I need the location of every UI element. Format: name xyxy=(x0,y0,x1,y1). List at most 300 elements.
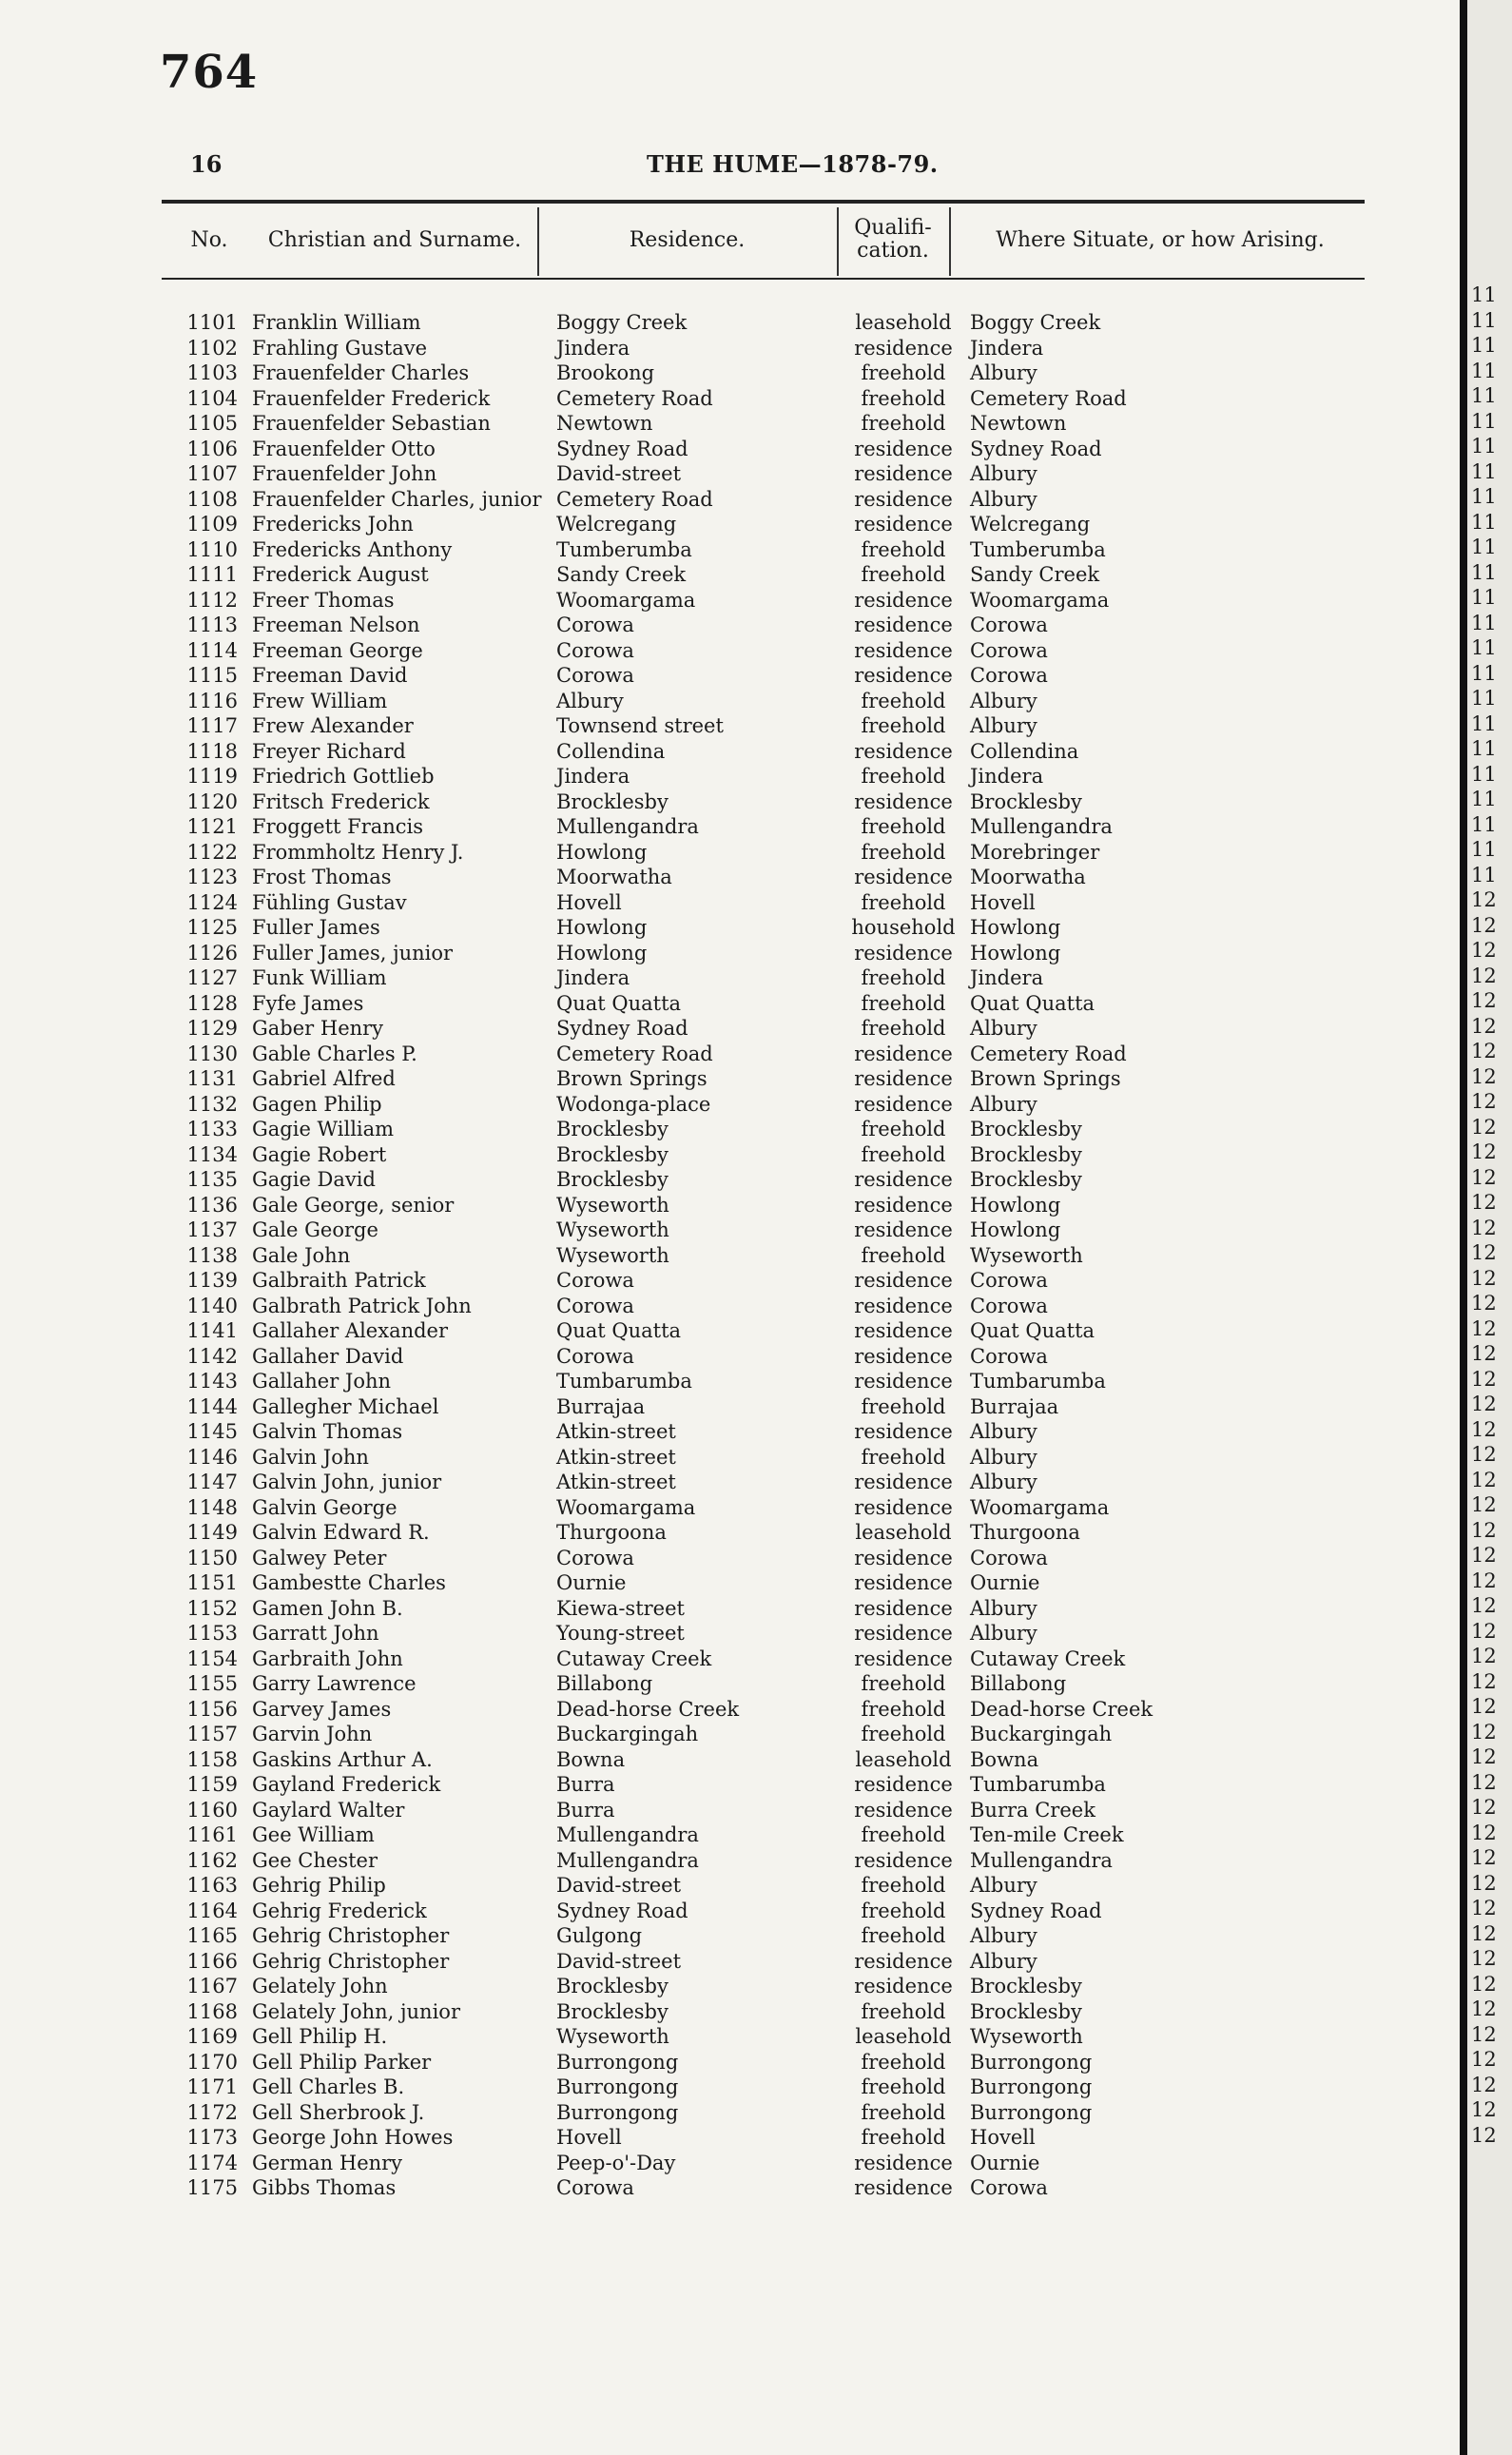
entry-residence: Howlong xyxy=(556,840,648,864)
adjacent-entry-number: 12 xyxy=(1471,1443,1497,1466)
adjacent-entry-number: 12 xyxy=(1471,1266,1497,1290)
entry-qualification: freehold xyxy=(861,991,946,1015)
table-row xyxy=(0,537,1426,562)
entry-qualification: freehold xyxy=(861,840,946,864)
adjacent-entry-number: 12 xyxy=(1471,2123,1497,2147)
entry-number: 1174 xyxy=(186,2151,238,2174)
entry-number: 1144 xyxy=(186,1394,238,1418)
entry-where: Hovell xyxy=(970,2126,1036,2149)
entry-residence: Atkin-street xyxy=(556,1445,676,1469)
entry-qualification: freehold xyxy=(861,1672,946,1695)
entry-name: Gehrig Frederick xyxy=(252,1899,427,1922)
adjacent-entry-number: 11 xyxy=(1471,536,1497,558)
adjacent-entry-number: 12 xyxy=(1471,1064,1497,1088)
entry-name: George John Howes xyxy=(252,2126,454,2149)
entry-where: Corowa xyxy=(970,1344,1048,1368)
table-row xyxy=(0,638,1426,663)
table-row xyxy=(0,1798,1426,1822)
entry-qualification: freehold xyxy=(861,1999,946,2023)
entry-name: Fuller James xyxy=(252,916,380,939)
entry-number: 1136 xyxy=(186,1193,238,1217)
table-row xyxy=(0,2075,1426,2099)
adjacent-entry-number: 11 xyxy=(1471,334,1497,357)
entry-qualification: leasehold xyxy=(855,1521,952,1544)
entry-qualification: residence xyxy=(854,1067,953,1090)
entry-number: 1121 xyxy=(186,815,238,838)
entry-number: 1129 xyxy=(186,1017,238,1040)
table-row xyxy=(0,789,1426,814)
entry-qualification: freehold xyxy=(861,714,946,737)
entry-number: 1124 xyxy=(186,890,238,914)
entry-residence: Corowa xyxy=(556,1294,634,1317)
entry-name: Frommholtz Henry J. xyxy=(252,840,464,864)
table-row xyxy=(0,1822,1426,1847)
entry-name: Gagie David xyxy=(252,1168,376,1191)
table-row xyxy=(0,865,1426,889)
adjacent-entry-number: 12 xyxy=(1471,1468,1497,1491)
entry-where: Corowa xyxy=(970,664,1048,687)
adjacent-entry-number: 12 xyxy=(1471,1140,1497,1163)
entry-residence: Burrongong xyxy=(556,2100,679,2124)
entry-number: 1130 xyxy=(186,1042,238,1065)
entry-residence: Cutaway Creek xyxy=(556,1646,712,1670)
adjacent-entry-number: 11 xyxy=(1471,308,1497,332)
entry-name: Gallegher Michael xyxy=(252,1394,439,1418)
entry-number: 1131 xyxy=(186,1067,238,1090)
table-row xyxy=(0,1294,1426,1318)
entry-qualification: residence xyxy=(854,1269,953,1292)
entry-qualification: residence xyxy=(854,2151,953,2174)
column-divider xyxy=(949,207,951,276)
column-divider xyxy=(537,207,539,276)
adjacent-entry-number: 12 xyxy=(1471,1645,1497,1667)
adjacent-entry-number: 11 xyxy=(1471,863,1497,887)
entry-qualification: freehold xyxy=(861,890,946,914)
entry-residence: Peep-o'-Day xyxy=(556,2151,676,2174)
entry-where: Hovell xyxy=(970,890,1036,914)
entry-name: Galvin George xyxy=(252,1495,397,1519)
adjacent-entry-number: 12 xyxy=(1471,1241,1497,1264)
entry-residence: Cemetery Road xyxy=(556,1042,713,1065)
table-row xyxy=(0,1974,1426,1998)
adjacent-entry-number: 12 xyxy=(1471,2098,1497,2121)
entry-residence: Mullengandra xyxy=(556,1823,699,1846)
entry-number: 1107 xyxy=(186,462,238,485)
entry-where: Burrongong xyxy=(970,2050,1093,2074)
adjacent-entry-number: 11 xyxy=(1471,510,1497,534)
entry-qualification: freehold xyxy=(861,563,946,586)
entry-number: 1159 xyxy=(186,1773,238,1796)
entry-residence: Wodonga-place xyxy=(556,1092,711,1116)
table-row xyxy=(0,386,1426,411)
entry-residence: Wyseworth xyxy=(556,2025,669,2048)
entry-residence: Brocklesby xyxy=(556,1999,669,2023)
table-row xyxy=(0,1873,1426,1898)
table-row xyxy=(0,1369,1426,1393)
entry-name: Garvey James xyxy=(252,1697,392,1721)
entry-where: Bowna xyxy=(970,1747,1039,1771)
table-row xyxy=(0,2024,1426,2049)
entry-name: Gambestte Charles xyxy=(252,1571,446,1594)
entry-where: Boggy Creek xyxy=(970,311,1101,334)
entry-residence: Brown Springs xyxy=(556,1067,708,1090)
entry-qualification: freehold xyxy=(861,2050,946,2074)
entry-name: Galvin John, junior xyxy=(252,1471,442,1493)
entry-residence: Hovell xyxy=(556,2126,622,2149)
entry-number: 1146 xyxy=(186,1445,238,1469)
entry-qualification: residence xyxy=(854,1848,953,1872)
entry-qualification: freehold xyxy=(861,1823,946,1846)
table-row xyxy=(0,1218,1426,1242)
entry-name: Gell Charles B. xyxy=(252,2075,405,2098)
entry-name: Gale George, senior xyxy=(252,1193,455,1217)
entry-qualification: household xyxy=(851,916,956,939)
entry-qualification: freehold xyxy=(861,2075,946,2098)
adjacent-entry-number: 11 xyxy=(1471,409,1497,433)
entry-number: 1101 xyxy=(186,311,238,334)
entry-name: Frauenfelder Charles xyxy=(252,361,470,384)
adjacent-entry-number: 11 xyxy=(1471,762,1497,786)
table-row xyxy=(0,1117,1426,1141)
table-row xyxy=(0,1092,1426,1117)
table-row xyxy=(0,1318,1426,1343)
entry-number: 1108 xyxy=(186,487,238,511)
entry-qualification: freehold xyxy=(861,1394,946,1418)
entry-qualification: residence xyxy=(854,1042,953,1065)
table-row xyxy=(0,1999,1426,2024)
entry-where: Brocklesby xyxy=(970,1999,1082,2023)
entry-name: Fredericks Anthony xyxy=(252,537,453,561)
entry-qualification: residence xyxy=(854,1294,953,1317)
entry-qualification: residence xyxy=(854,1949,953,1973)
entry-number: 1161 xyxy=(186,1823,238,1846)
entry-where: Howlong xyxy=(970,941,1061,964)
entry-where: Cemetery Road xyxy=(970,1042,1127,1065)
entry-number: 1111 xyxy=(186,563,238,586)
table-row xyxy=(0,1949,1426,1974)
entry-where: Corowa xyxy=(970,614,1048,636)
entry-name: Frew William xyxy=(252,689,388,712)
running-title: THE HUME—1878-79. xyxy=(647,150,939,178)
entry-qualification: residence xyxy=(854,1168,953,1191)
entry-number: 1132 xyxy=(186,1092,238,1116)
entry-qualification: residence xyxy=(854,789,953,813)
adjacent-entry-number: 12 xyxy=(1471,1115,1497,1139)
table-row xyxy=(0,689,1426,713)
entry-where: Ten-mile Creek xyxy=(970,1823,1124,1846)
entry-number: 1133 xyxy=(186,1118,238,1140)
entry-number: 1142 xyxy=(186,1344,238,1368)
entry-where: Thurgoona xyxy=(970,1521,1080,1544)
table-row xyxy=(0,1167,1426,1192)
entry-residence: Howlong xyxy=(556,916,648,939)
entry-residence: Woomargama xyxy=(556,588,696,612)
entry-name: Galbrath Patrick John xyxy=(252,1294,472,1317)
table-row xyxy=(0,965,1426,990)
entry-qualification: residence xyxy=(854,1596,953,1620)
entry-number: 1170 xyxy=(186,2050,238,2074)
entry-name: Garry Lawrence xyxy=(252,1672,417,1695)
entry-name: Frew Alexander xyxy=(252,714,414,737)
entry-name: Garbraith John xyxy=(252,1646,403,1670)
entry-residence: Brookong xyxy=(556,361,655,384)
entry-where: Albury xyxy=(970,1596,1037,1620)
entry-where: Howlong xyxy=(970,1193,1061,1217)
entry-number: 1141 xyxy=(186,1319,238,1342)
adjacent-entry-number: 11 xyxy=(1471,384,1497,407)
header-name: Christian and Surname. xyxy=(267,228,522,252)
entry-name: Gehrig Christopher xyxy=(252,1949,450,1973)
adjacent-entry-number: 11 xyxy=(1471,435,1497,458)
entry-where: Mullengandra xyxy=(970,815,1113,838)
entry-qualification: residence xyxy=(854,866,953,888)
entry-qualification: residence xyxy=(854,1546,953,1569)
entry-name: Frauenfelder John xyxy=(252,462,437,485)
entry-name: Galvin Edward R. xyxy=(252,1521,430,1544)
entry-name: Freyer Richard xyxy=(252,739,406,763)
entry-number: 1109 xyxy=(186,513,238,536)
entry-residence: Corowa xyxy=(556,1344,634,1368)
entry-residence: Brocklesby xyxy=(556,1168,669,1191)
adjacent-entry-number: 12 xyxy=(1471,1292,1497,1315)
table-row xyxy=(0,310,1426,335)
table-row xyxy=(0,613,1426,637)
entry-residence: Jindera xyxy=(556,336,630,360)
entry-qualification: residence xyxy=(854,941,953,964)
entry-qualification: freehold xyxy=(861,1723,946,1745)
entry-where: Corowa xyxy=(970,1294,1048,1317)
entry-residence: Burrongong xyxy=(556,2075,679,2098)
entry-qualification: residence xyxy=(854,1193,953,1217)
entry-residence: Dead-horse Creek xyxy=(556,1697,740,1721)
entry-number: 1166 xyxy=(186,1949,238,1973)
entry-number: 1114 xyxy=(186,638,238,662)
entry-name: Gaylard Walter xyxy=(252,1798,405,1822)
entry-qualification: residence xyxy=(854,462,953,485)
table-row xyxy=(0,1042,1426,1066)
entry-name: Galvin Thomas xyxy=(252,1420,403,1443)
table-row xyxy=(0,764,1426,789)
entry-name: Frost Thomas xyxy=(252,866,392,888)
entry-number: 1126 xyxy=(186,941,238,964)
entry-name: Gell Sherbrook J. xyxy=(252,2100,425,2124)
entry-residence: Buckargingah xyxy=(556,1723,699,1745)
adjacent-entry-number: 12 xyxy=(1471,1165,1497,1189)
entry-qualification: residence xyxy=(854,664,953,687)
entry-qualification: residence xyxy=(854,513,953,536)
adjacent-entry-number: 11 xyxy=(1471,636,1497,659)
adjacent-entry-number: 11 xyxy=(1471,687,1497,710)
entry-where: Wyseworth xyxy=(970,2025,1083,2048)
adjacent-entry-number: 12 xyxy=(1471,1972,1497,1996)
entry-name: Gell Philip Parker xyxy=(252,2050,432,2074)
entry-number: 1103 xyxy=(186,361,238,384)
entry-qualification: freehold xyxy=(861,966,946,989)
entry-where: Albury xyxy=(970,1874,1037,1897)
entry-name: Frauenfelder Sebastian xyxy=(252,412,491,435)
entry-name: Frauenfelder Frederick xyxy=(252,386,491,410)
entry-number: 1134 xyxy=(186,1142,238,1166)
adjacent-entry-number: 12 xyxy=(1471,1871,1497,1895)
entry-number: 1163 xyxy=(186,1874,238,1897)
entry-qualification: freehold xyxy=(861,386,946,410)
table-row xyxy=(0,1066,1426,1091)
entry-name: Galbraith Patrick xyxy=(252,1269,426,1292)
entry-number: 1118 xyxy=(186,739,238,763)
entry-name: Gallaher John xyxy=(252,1370,392,1393)
entry-qualification: residence xyxy=(854,1646,953,1670)
entry-qualification: residence xyxy=(854,1370,953,1393)
entry-where: Billabong xyxy=(970,1672,1067,1695)
entry-residence: Young-street xyxy=(556,1622,685,1645)
entry-residence: Cemetery Road xyxy=(556,386,713,410)
entry-residence: Corowa xyxy=(556,1269,634,1292)
entry-where: Albury xyxy=(970,487,1037,511)
entry-where: Burrongong xyxy=(970,2100,1093,2124)
entry-name: Gee Chester xyxy=(252,1848,378,1872)
table-row xyxy=(0,991,1426,1016)
header-where: Where Situate, or how Arising. xyxy=(996,228,1325,252)
entry-number: 1135 xyxy=(186,1168,238,1191)
entry-residence: Thurgoona xyxy=(556,1521,667,1544)
adjacent-entry-number: 11 xyxy=(1471,611,1497,634)
table-row xyxy=(0,915,1426,940)
entry-qualification: residence xyxy=(854,1571,953,1594)
table-row xyxy=(0,1268,1426,1293)
entry-number: 1162 xyxy=(186,1848,238,1872)
table-row xyxy=(0,1243,1426,1268)
adjacent-entry-number: 12 xyxy=(1471,1796,1497,1819)
entry-number: 1104 xyxy=(186,386,238,410)
entry-number: 1149 xyxy=(186,1521,238,1544)
table-row xyxy=(0,2175,1426,2200)
entry-where: Albury xyxy=(970,1092,1037,1116)
entry-qualification: residence xyxy=(854,1798,953,1822)
adjacent-entry-number: 12 xyxy=(1471,1216,1497,1239)
entry-number: 1106 xyxy=(186,437,238,460)
entry-residence: Quat Quatta xyxy=(556,991,682,1015)
sheet-number: 16 xyxy=(190,150,223,178)
entry-residence: Cemetery Road xyxy=(556,487,713,511)
header-qualification: Qualifi-cation. xyxy=(854,216,932,263)
entry-residence: Boggy Creek xyxy=(556,311,688,334)
adjacent-entry-number: 12 xyxy=(1471,1821,1497,1844)
entry-name: Frederick August xyxy=(252,563,429,586)
table-row xyxy=(0,2125,1426,2150)
entry-name: Freeman George xyxy=(252,638,423,662)
entry-residence: Jindera xyxy=(556,765,630,788)
entry-number: 1105 xyxy=(186,412,238,435)
table-row xyxy=(0,1419,1426,1444)
entry-residence: Burrajaa xyxy=(556,1394,646,1418)
entry-qualification: residence xyxy=(854,1622,953,1645)
entry-where: Burrongong xyxy=(970,2075,1093,2098)
adjacent-entry-number: 12 xyxy=(1471,1316,1497,1340)
entry-residence: Corowa xyxy=(556,2176,634,2199)
entry-number: 1173 xyxy=(186,2126,238,2149)
entry-name: Gee William xyxy=(252,1823,375,1846)
entry-where: Jindera xyxy=(970,765,1044,788)
entry-number: 1153 xyxy=(186,1622,238,1645)
adjacent-entry-number: 12 xyxy=(1471,1997,1497,2020)
entry-where: Quat Quatta xyxy=(970,991,1095,1015)
entry-number: 1116 xyxy=(186,689,238,712)
entry-qualification: residence xyxy=(854,1495,953,1519)
entry-number: 1151 xyxy=(186,1571,238,1594)
entry-number: 1125 xyxy=(186,916,238,939)
entry-where: Jindera xyxy=(970,966,1044,989)
adjacent-entry-number: 11 xyxy=(1471,711,1497,735)
table-row xyxy=(0,1646,1426,1671)
entry-qualification: residence xyxy=(854,614,953,636)
entry-residence: Brocklesby xyxy=(556,789,669,813)
adjacent-entry-number: 12 xyxy=(1471,1493,1497,1516)
entry-where: Corowa xyxy=(970,2176,1048,2199)
entry-number: 1155 xyxy=(186,1672,238,1695)
entry-number: 1168 xyxy=(186,1999,238,2023)
header-rule-bottom xyxy=(162,278,1365,280)
entry-number: 1160 xyxy=(186,1798,238,1822)
entry-qualification: freehold xyxy=(861,2100,946,2124)
entry-where: Corowa xyxy=(970,1269,1048,1292)
table-row xyxy=(0,360,1426,385)
adjacent-entry-number: 12 xyxy=(1471,2022,1497,2046)
entry-residence: Wyseworth xyxy=(556,1193,669,1217)
entry-where: Albury xyxy=(970,1949,1037,1973)
adjacent-entry-number: 12 xyxy=(1471,1770,1497,1794)
entry-where: Albury xyxy=(970,714,1037,737)
column-divider xyxy=(837,207,839,276)
entry-qualification: residence xyxy=(854,2176,953,2199)
entry-where: Welcregang xyxy=(970,513,1091,536)
entry-number: 1143 xyxy=(186,1370,238,1393)
table-row xyxy=(0,1722,1426,1746)
entry-number: 1164 xyxy=(186,1899,238,1922)
entry-residence: Sydney Road xyxy=(556,1899,688,1922)
entry-name: Gagie William xyxy=(252,1118,395,1140)
adjacent-entry-number: 12 xyxy=(1471,1921,1497,1945)
adjacent-entry-number: 12 xyxy=(1471,1720,1497,1744)
header-no: No. xyxy=(190,228,228,252)
adjacent-entry-number: 12 xyxy=(1471,1040,1497,1062)
adjacent-entry-number: 12 xyxy=(1471,1846,1497,1869)
entry-name: Froggett Francis xyxy=(252,815,424,838)
entry-residence: Corowa xyxy=(556,664,634,687)
adjacent-entry-number: 11 xyxy=(1471,788,1497,810)
entry-where: Albury xyxy=(970,1445,1037,1469)
entry-number: 1150 xyxy=(186,1546,238,1569)
entry-name: Funk William xyxy=(252,966,387,989)
entry-where: Tumbarumba xyxy=(970,1773,1106,1796)
table-row xyxy=(0,1470,1426,1494)
table-row xyxy=(0,1016,1426,1041)
entry-qualification: residence xyxy=(854,1092,953,1116)
table-row xyxy=(0,890,1426,915)
entry-number: 1123 xyxy=(186,866,238,888)
entry-number: 1115 xyxy=(186,664,238,687)
header-residence: Residence. xyxy=(629,228,746,252)
table-row xyxy=(0,1394,1426,1419)
entry-name: Gelately John xyxy=(252,1975,388,1997)
adjacent-entry-number: 11 xyxy=(1471,661,1497,685)
entry-number: 1169 xyxy=(186,2025,238,2048)
table-row xyxy=(0,487,1426,512)
entry-name: Fühling Gustav xyxy=(252,890,407,914)
table-row xyxy=(0,1697,1426,1722)
adjacent-entry-number: 12 xyxy=(1471,1014,1497,1038)
page-number: 764 xyxy=(160,46,259,99)
table-row xyxy=(0,437,1426,461)
